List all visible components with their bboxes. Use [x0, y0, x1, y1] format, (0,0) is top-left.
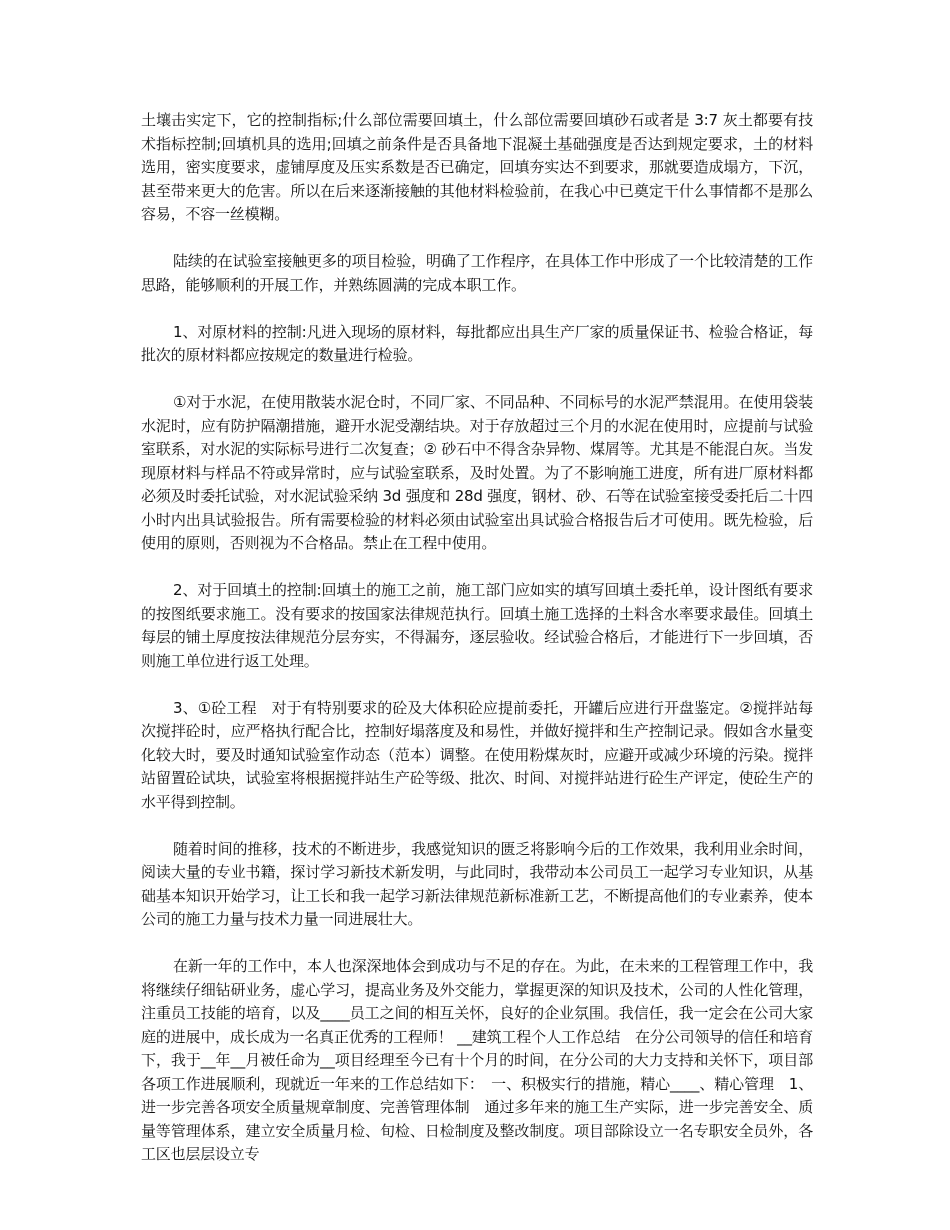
paragraph-lab-workflow: 陆续的在试验室接触更多的项目检验，明确了工作程序，在具体工作中形成了一个比较清楚的工作思路，能够顺利的开展工作，并熟练圆满的完成本职工作。	[141, 252, 813, 294]
paragraph-cement-sand-stone: ①对于水泥，在使用散装水泥仓时，不同厂家、不同品种、不同标号的水泥严禁混用。在使用袋装水泥时，应有防护隔潮措施，避开水泥受潮结块。对于存放超过三个月的水泥在使用时，应提前与试验室联系，对水泥的实际标号进行二次复查；② 砂石中不得含杂异物、煤屑等。尤其是不能混白灰。当发现原材料与样品不符或异常时，应与试验室联系，及时处置。为了不影响施工进度，所有进厂原材料都必须及时委托试验，对水泥试验采纳 3d 强度和 28d 强度，钢材、砂、石等在试验室接受委托后二十四小时内出具试验报告。所有需要检验的材料必须由试验室出具试验合格报告后才可使用。既先检验，后使用的原则，否则视为不合格品。禁止在工程中使用。	[141, 393, 813, 552]
paragraph-raw-material-control: 1、对原材料的控制:凡进入现场的原材料，每批都应出具生产厂家的质量保证书、检验合格证，每批次的原材料都应按规定的数量进行检验。	[141, 322, 813, 364]
paragraph-backfill-control: 2、对于回填土的控制:回填土的施工之前，施工部门应如实的填写回填土委托单，设计图纸有要求的按图纸要求施工。没有要求的按国家法律规范执行。回填土施工选择的土料含水率要求最佳。回填土每层的铺土厚度按法律规范分层夯实，不得漏夯，逐层验收。经试验合格后，才能进行下一步回填，否则施工单位进行返工处理。	[141, 581, 813, 670]
document-page	[141, 109, 813, 1190]
paragraph-new-year-summary: 在新一年的工作中，本人也深深地体会到成功与不足的存在。为此，在未来的工程管理工作中，我将继续仔细钻研业务，虚心学习，提高业务及外交能力，掌握更深的知识及技术，公司的人性化管理，注重员工技能的培育，以及____员工之间的相互关怀，良好的企业氛围。我信任，我一定会在公司大家庭的进展中，成长成为一名真正优秀的工程师！ __建筑工程个人工作总结 在分公司领导的信任和培育下，我于__年__月被任命为__项目经理至今已有十个月的时间，在分公司的大力支持和关怀下，项目部各项工作进展顺利，现就近一年来的工作总结如下： 一、积极实行的措施，精心____、精心管理 1、进一步完善各项安全质量规章制度、完善管理体制 通过多年来的施工生产实际，进一步完善安全、质量等管理体系，建立安全质量月检、旬检、日检制度及整改制度。项目部除设立一名专职安全员外，各工区也层层设立专	[141, 957, 813, 1163]
paragraph-self-study: 随着时间的推移，技术的不断进步，我感觉知识的匮乏将影响今后的工作效果，我利用业余时间，阅读大量的专业书籍，探讨学习新技术新发明，与此同时，我带动本公司员工一起学习专业知识，从基础基本知识开始学习，让工长和我一起学习新法律规范新标准新工艺，不断提高他们的专业素养，使本公司的施工力量与技术力量一同进展壮大。	[141, 839, 813, 928]
paragraph-backfill-intro: 土壤击实定下，它的控制指标;什么部位需要回填土，什么部位需要回填砂石或者是 3:7 灰土都要有技术指标控制;回填机具的选用;回填之前条件是否具备地下混凝土基础强度是否达到规定要求，土的材料选用，密实度要求，虚铺厚度及压实系数是否已确定，回填夯实达不到要求，那就要造成塌方，下沉，甚至带来更大的危害。所以在后来逐渐接触的其他材料检验前，在我心中已奠定干什么事情都不是那么容易，不容一丝模糊。	[141, 111, 813, 223]
paragraph-concrete-works: 3、①砼工程 对于有特别要求的砼及大体积砼应提前委托，开罐后应进行开盘鉴定。②搅拌站每次搅拌砼时，应严格执行配合比，控制好塌落度及和易性，并做好搅拌和生产控制记录。假如含水量变化较大时，要及时通知试验室作动态（范本）调整。在使用粉煤灰时，应避开或减少环境的污染。搅拌站留置砼试块，试验室将根据搅拌站生产砼等级、批次、时间、对搅拌站进行砼生产评定，使砼生产的水平得到控制。	[141, 698, 813, 811]
